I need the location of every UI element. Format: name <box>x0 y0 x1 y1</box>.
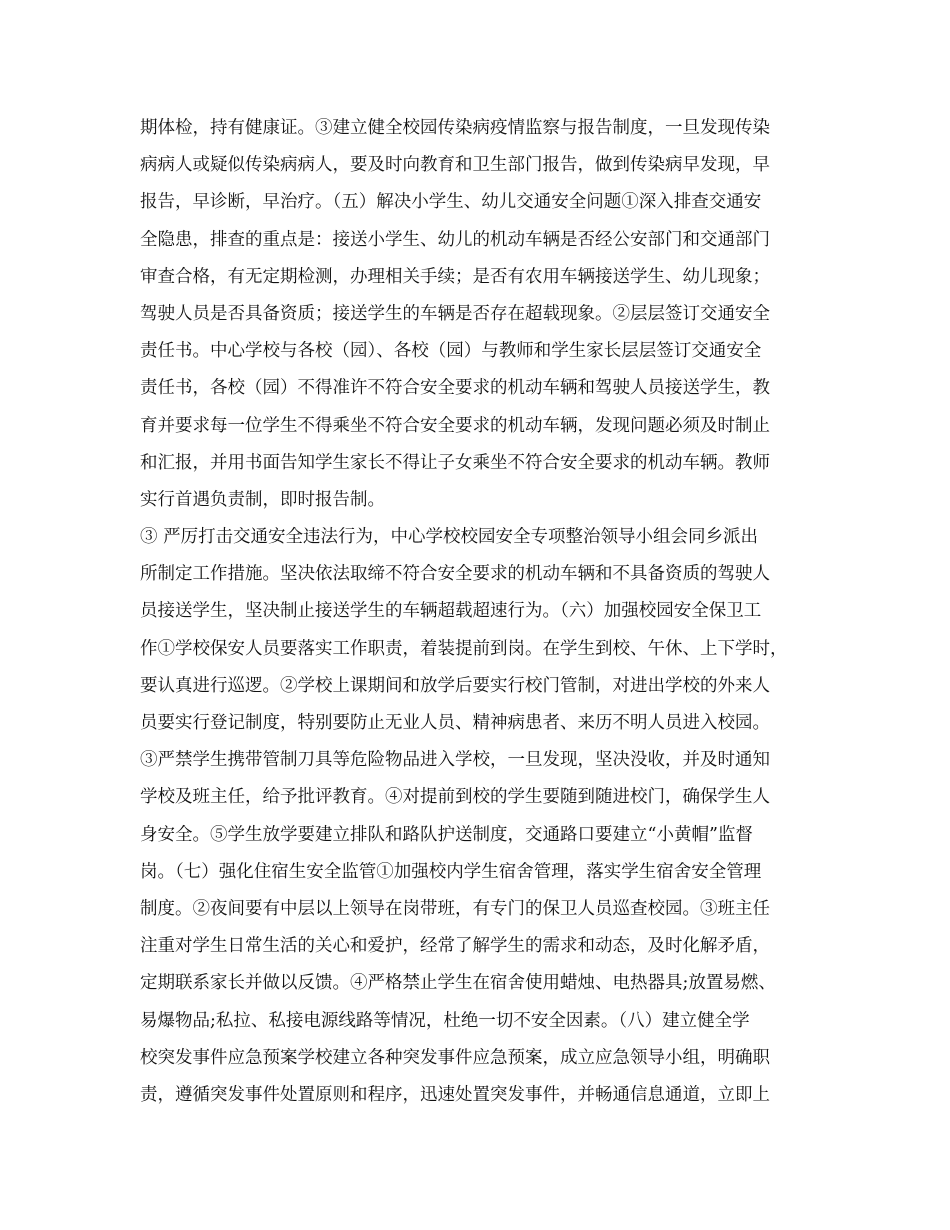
text-line: 报告，早诊断，早治疗。（五）解决小学生、幼儿交通安全问题①深入排查交通安 <box>140 192 762 213</box>
text-line: 育并要求每一位学生不得乘坐不符合安全要求的机动车辆，发现问题必须及时制止 <box>140 415 770 436</box>
text-line: 校突发事件应急预案学校建立各种突发事件应急预案，成立应急领导小组，明确职 <box>140 1047 770 1068</box>
text-line: 易爆物品;私拉、私接电源线路等情况，杜绝一切不安全因素。（八）建立健全学 <box>140 1010 750 1031</box>
text-line: 员要实行登记制度，特别要防止无业人员、精神病患者、来历不明人员进入校园。 <box>140 713 770 733</box>
text-line: 责任书，各校（园）不得准许不符合安全要求的机动车辆和驾驶人员接送学生，教 <box>140 378 770 399</box>
text-line: 责，遵循突发事件处置原则和程序，迅速处置突发事件，并畅通信息通道，立即上 <box>140 1084 770 1105</box>
text-line: 驾驶人员是否具备资质；接送学生的车辆是否存在超载现象。②层层签订交通安全 <box>140 303 770 324</box>
text-line: 病病人或疑似传染病病人，要及时向教育和卫生部门报告，做到传染病早发现，早 <box>140 155 770 176</box>
text-line: 实行首遇负责制，即时报告制。 <box>140 489 385 510</box>
text-line: 岗。（七）强化住宿生安全监管①加强校内学生宿舍管理，落实学生宿舍安全管理 <box>140 861 762 882</box>
text-line: 和汇报，并用书面告知学生家长不得让子女乘坐不符合安全要求的机动车辆。教师 <box>140 452 770 473</box>
text-line: ③ 严厉打击交通安全违法行为，中心学校校园安全专项整治领导小组会同乡派出 <box>140 527 759 548</box>
text-line: 要认真进行巡逻。②学校上课期间和放学后要实行校门管制，对进出学校的外来人 <box>140 675 770 696</box>
text-line: 学校及班主任，给予批评教育。④对提前到校的学生要随到随进校门，确保学生人 <box>140 787 770 808</box>
text-line: 注重对学生日常生活的关心和爱护，经常了解学生的需求和动态，及时化解矛盾， <box>140 936 770 957</box>
text-line: 期体检，持有健康证。③建立健全校园传染病疫情监察与报告制度，一旦发现传染 <box>140 118 770 138</box>
text-line: 责任书。中心学校与各校（园）、各校（园）与教师和学生家长层层签订交通安全 <box>140 341 762 362</box>
text-line: 作①学校保安人员要落实工作职责，着装提前到岗。在学生到校、午休、上下学时， <box>140 638 788 659</box>
text-line: 身安全。⑤学生放学要建立排队和路队护送制度，交通路口要建立“小黄帽”监督 <box>140 824 753 845</box>
text-line: 定期联系家长并做以反馈。④严格禁止学生在宿舍使用蜡烛、电热器具;放置易燃、 <box>140 973 776 994</box>
text-line: 所制定工作措施。坚决依法取缔不符合安全要求的机动车辆和不具备资质的驾驶人 <box>140 564 770 585</box>
text-line: 制度。②夜间要有中层以上领导在岗带班，有专门的保卫人员巡查校园。③班主任 <box>140 898 770 919</box>
text-line: ③严禁学生携带管制刀具等危险物品进入学校，一旦发现，坚决没收，并及时通知 <box>140 750 770 771</box>
body-text <box>140 110 820 1114</box>
text-line: 员接送学生，坚决制止接送学生的车辆超载超速行为。（六）加强校园安全保卫工 <box>140 601 762 622</box>
text-line: 全隐患，排查的重点是：接送小学生、幼儿的机动车辆是否经公安部门和交通部门 <box>140 229 770 250</box>
text-line: 审查合格，有无定期检测，办理相关手续；是否有农用车辆接送学生、幼儿现象； <box>140 266 770 287</box>
